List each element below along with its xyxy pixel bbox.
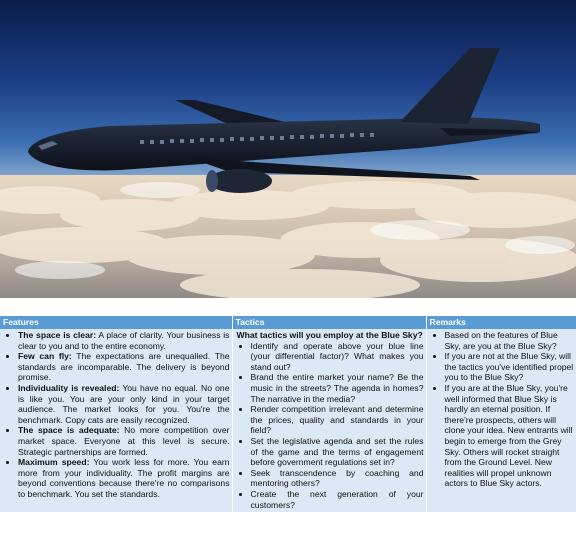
header-remarks: Remarks — [426, 316, 576, 329]
tactic-item: • Create the next generation of your customers? — [251, 489, 424, 510]
remark-item: • If you are at the Blue Sky, you're well informed that Blue Sky is hardly an eternal position. If there're prospects, others will clone your idea. New entrants will begin to emerge from the Grey Sky. Others will rocket straight from the Ground Level. New realities will propel unknown actors to Blue Sky actors. — [445, 383, 574, 489]
table-header-row — [0, 316, 576, 329]
remark-item: • If you are not at the Blue Sky, will the tactics you've identified propel you to the Blue Sky? — [445, 351, 574, 383]
feature-item: • The space is clear: A place of clarity. Your business is clear to you and to the entire economy. — [18, 330, 230, 351]
feature-item: • The space is adequate: No more competition over market space. Everyone at this level is secure. Strategic partnerships are formed. — [18, 425, 230, 457]
table-row — [0, 329, 576, 512]
airplane-icon — [28, 48, 540, 193]
header-features: Features — [0, 316, 232, 329]
blue-sky-table — [0, 316, 576, 541]
tactics-cell — [232, 329, 426, 512]
feature-item: • Maximum speed: You work less for more. You earn more from your individuality. The profit margins are beyond conventions because there're no comparisons to benchmark. You set the standards. — [18, 457, 230, 499]
header-tactics: Tactics — [232, 316, 426, 329]
remarks-cell — [426, 329, 576, 512]
feature-item: • Individuality is revealed: You have no equal. No one is like you. You are your only kind in your target audience. The market looks for you. You're the benchmark. Copy cats are easily recognized. — [18, 383, 230, 425]
tactic-item: • Identify and operate above your blue line (your differential factor)? What makes you stand out? — [251, 341, 424, 373]
features-cell — [0, 329, 232, 512]
tactic-item: • Seek transcendence by coaching and mentoring others? — [251, 468, 424, 489]
tactic-item: • Brand the entire market your name? Be the music in the streets? The agenda in homes? The narrative in the media? — [251, 372, 424, 404]
tactic-item: • Set the legislative agenda and set the rules of the game and the terms of engagement before government regulations set in? — [251, 436, 424, 468]
remark-item: • Based on the features of Blue Sky, are you at the Blue Sky? — [445, 330, 574, 351]
feature-item: • Few can fly: The expectations are unequalled. The standards are incomparable. The delivery is beyond promise. — [18, 351, 230, 383]
tactics-question: What tactics will you employ at the Blue Sky? — [236, 330, 423, 340]
tactic-item: • Render competition irrelevant and determine the prices, quality and standards in your field? — [251, 404, 424, 436]
